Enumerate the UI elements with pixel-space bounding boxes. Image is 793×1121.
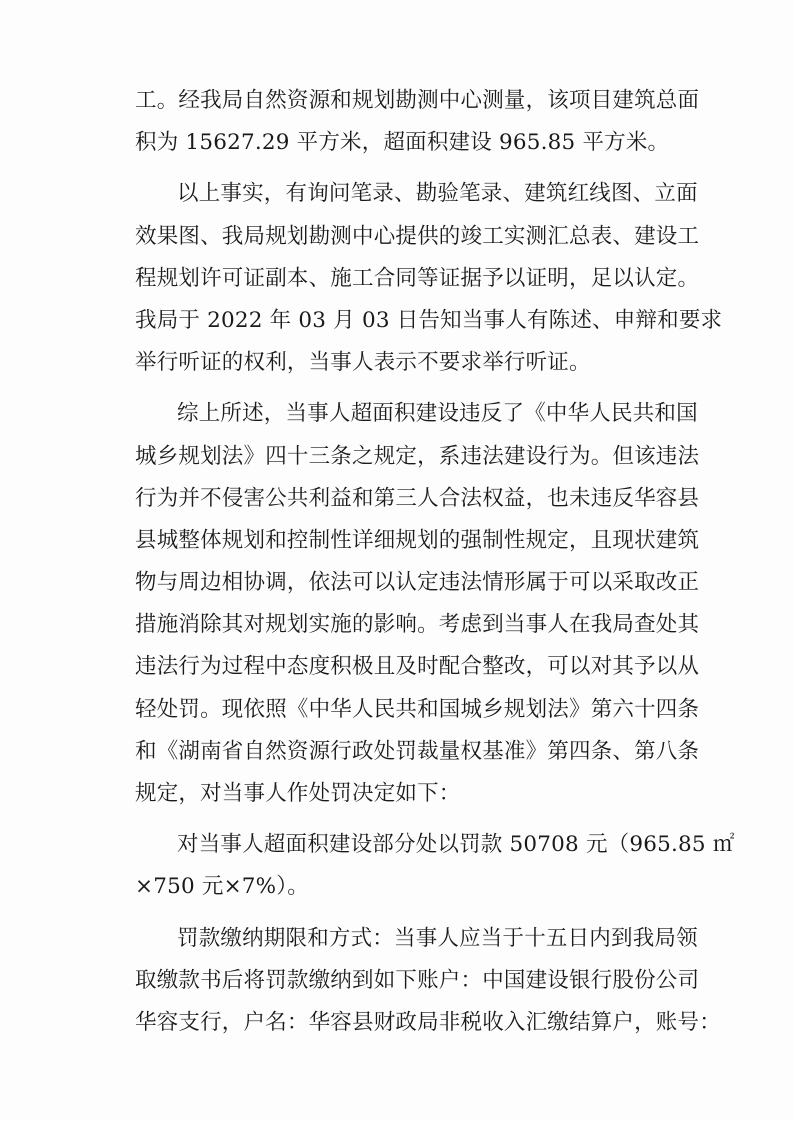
paragraph bbox=[135, 80, 700, 164]
paragraph bbox=[135, 393, 700, 815]
text-line: 物与周边相协调，依法可以认定违法情形属于可以采取改正 bbox=[135, 570, 700, 596]
text-line: 措施消除其对规划实施的影响。考虑到当事人在我局查处其 bbox=[135, 612, 700, 638]
text-line: 县城整体规划和控制性详细规划的强制性规定，且现状建筑 bbox=[135, 527, 700, 553]
text-line: 工。经我局自然资源和规划勘测中心测量，该项目建筑总面 bbox=[135, 88, 700, 113]
paragraph bbox=[135, 173, 723, 384]
text-line: 我局于 2022 年 03 月 03 日告知当事人有陈述、申辩和要求 bbox=[135, 307, 723, 333]
text-line: 和《湖南省自然资源行政处罚裁量权基准》第四条、第八条 bbox=[135, 738, 700, 764]
text-line: 举行听证的权利，当事人表示不要求举行听证。 bbox=[135, 350, 591, 376]
text-line: 城乡规划法》四十三条之规定，系违法建设行为。但该违法 bbox=[135, 443, 700, 469]
text-line: 积为 15627.29 平方米，超面积建设 965.85 平方米。 bbox=[135, 130, 670, 156]
text-line: 华容支行，户名：华容县财政局非税收入汇缴结算户，账号： bbox=[135, 1009, 721, 1035]
text-line: 取缴款书后将罚款缴纳到如下账户：中国建设银行股份公司 bbox=[135, 967, 700, 993]
text-line: 轻处罚。现依照《中华人民共和国城乡规划法》第六十四条 bbox=[135, 696, 700, 722]
text-line: ×750 元×7%）。 bbox=[135, 874, 309, 900]
text-line: 程规划许可证副本、施工合同等证据予以证明，足以认定。 bbox=[135, 265, 700, 291]
text-line: 违法行为过程中态度积极且及时配合整改，可以对其予以从 bbox=[135, 654, 700, 680]
text-line: 对当事人超面积建设部分处以罚款 50708 元（965.85 ㎡ bbox=[177, 832, 735, 858]
text-line: 罚款缴纳期限和方式：当事人应当于十五日内到我局领 bbox=[177, 925, 698, 951]
text-line: 综上所述，当事人超面积建设违反了《中华人民共和国 bbox=[177, 401, 698, 427]
text-line: 规定，对当事人作处罚决定如下： bbox=[135, 781, 461, 806]
paragraph bbox=[135, 824, 735, 908]
text-line: 以上事实，有询问笔录、勘验笔录、建筑红线图、立面 bbox=[177, 181, 698, 207]
document-body bbox=[135, 80, 735, 1044]
text-line: 行为并不侵害公共利益和第三人合法权益，也未违反华容县 bbox=[135, 485, 700, 511]
text-line: 效果图、我局规划勘测中心提供的竣工实测汇总表、建设工 bbox=[135, 223, 700, 249]
paragraph bbox=[135, 918, 721, 1045]
